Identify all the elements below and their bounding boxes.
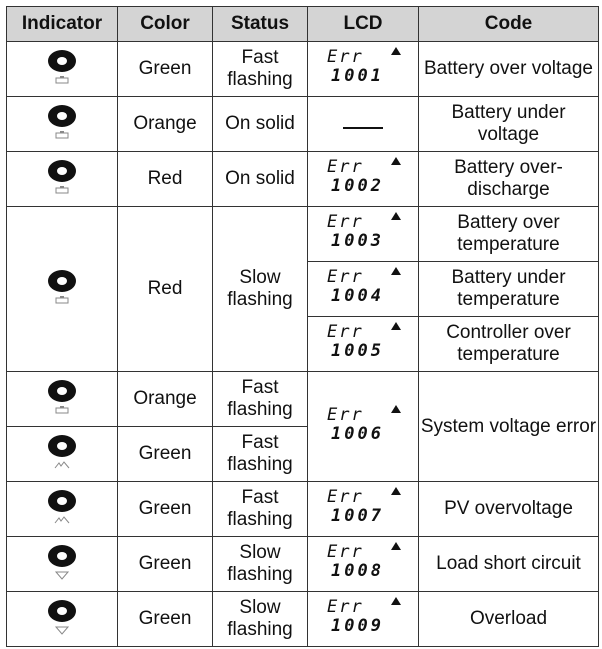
indicator-cell (7, 427, 118, 482)
color-cell: Red (118, 152, 213, 207)
status-cell: On solid (213, 97, 308, 152)
lcd-display (319, 594, 407, 638)
header-status: Status (213, 7, 308, 42)
lcd-cell (308, 317, 419, 372)
status-cell: Slow flashing (213, 592, 308, 647)
lcd-code-text: 1003 (331, 231, 384, 251)
lcd-err-text: Err (327, 267, 364, 287)
lcd-code-text: 1007 (331, 506, 384, 526)
lcd-display (319, 402, 407, 446)
indicator-cell (7, 592, 118, 647)
lcd-code-text: 1008 (331, 561, 384, 581)
code-cell: Battery over temperature (419, 207, 599, 262)
code-cell: Controller over temperature (419, 317, 599, 372)
lcd-cell (308, 262, 419, 317)
code-cell: Battery under temperature (419, 262, 599, 317)
lcd-cell (308, 42, 419, 97)
status-cell: Fast flashing (213, 42, 308, 97)
lcd-cell (308, 482, 419, 537)
lcd-code-text: 1009 (331, 616, 384, 636)
lcd-display (319, 154, 407, 198)
lcd-code-text: 1005 (331, 341, 384, 361)
lcd-display (319, 539, 407, 583)
warning-triangle-icon (391, 542, 401, 550)
lcd-err-text: Err (327, 487, 364, 507)
warning-triangle-icon (391, 47, 401, 55)
indicator-cell (7, 372, 118, 427)
lcd-err-text: Err (327, 47, 364, 67)
warning-triangle-icon (391, 157, 401, 165)
warning-triangle-icon (391, 597, 401, 605)
color-cell: Green (118, 537, 213, 592)
warning-triangle-icon (391, 405, 401, 413)
code-cell: Overload (419, 592, 599, 647)
indicator-cell (7, 207, 118, 372)
lcd-cell (308, 372, 419, 482)
warning-triangle-icon (391, 322, 401, 330)
color-cell: Green (118, 592, 213, 647)
table-row (7, 537, 599, 592)
warning-triangle-icon (391, 267, 401, 275)
lcd-dash (343, 127, 383, 129)
lcd-err-text: Err (327, 322, 364, 342)
lcd-code-text: 1004 (331, 286, 384, 306)
table-row (7, 482, 599, 537)
lcd-cell (308, 207, 419, 262)
lcd-cell (308, 97, 419, 152)
indicator-cell (7, 537, 118, 592)
table-row (7, 97, 599, 152)
lcd-cell (308, 537, 419, 592)
battery-indicator-icon (37, 152, 87, 200)
table-row (7, 152, 599, 207)
lcd-display (319, 319, 407, 363)
status-cell: Fast flashing (213, 427, 308, 482)
color-cell: Green (118, 427, 213, 482)
table-row (7, 592, 599, 647)
code-cell: PV overvoltage (419, 482, 599, 537)
header-lcd: LCD (308, 7, 419, 42)
code-cell: Battery over-discharge (419, 152, 599, 207)
indicator-cell (7, 152, 118, 207)
header-code: Code (419, 7, 599, 42)
lcd-err-text: Err (327, 157, 364, 177)
code-cell: Battery under voltage (419, 97, 599, 152)
code-cell: System voltage error (419, 372, 599, 482)
warning-triangle-icon (391, 487, 401, 495)
pv-indicator-icon (37, 427, 87, 475)
status-cell: Fast flashing (213, 482, 308, 537)
header-color: Color (118, 7, 213, 42)
lcd-code-text: 1006 (331, 423, 384, 444)
table-row (7, 207, 599, 262)
status-cell: Slow flashing (213, 207, 308, 372)
header-row (7, 7, 599, 42)
lcd-code-text: 1001 (331, 66, 384, 86)
status-cell: Fast flashing (213, 372, 308, 427)
table-row (7, 42, 599, 97)
lcd-err-text: Err (327, 597, 364, 617)
lcd-err-text: Err (327, 542, 364, 562)
header-indicator: Indicator (7, 7, 118, 42)
error-code-table (6, 6, 599, 647)
code-cell: Battery over voltage (419, 42, 599, 97)
status-cell: Slow flashing (213, 537, 308, 592)
lcd-display (319, 209, 407, 253)
load-indicator-icon (37, 537, 87, 585)
status-cell: On solid (213, 152, 308, 207)
load-indicator-icon (37, 592, 87, 640)
lcd-cell (308, 592, 419, 647)
lcd-code-text: 1002 (331, 176, 384, 196)
color-cell: Orange (118, 97, 213, 152)
battery-indicator-icon (37, 97, 87, 145)
lcd-display (319, 44, 407, 88)
indicator-cell (7, 482, 118, 537)
battery-indicator-icon (37, 262, 87, 310)
battery-indicator-icon (37, 372, 87, 420)
warning-triangle-icon (391, 212, 401, 220)
pv-indicator-icon (37, 482, 87, 530)
color-cell: Green (118, 482, 213, 537)
lcd-display (319, 264, 407, 308)
table-row (7, 372, 599, 427)
indicator-cell (7, 42, 118, 97)
lcd-err-text: Err (327, 212, 364, 232)
color-cell: Orange (118, 372, 213, 427)
lcd-display (319, 484, 407, 528)
code-cell: Load short circuit (419, 537, 599, 592)
lcd-cell (308, 152, 419, 207)
battery-indicator-icon (37, 42, 87, 90)
lcd-err-text: Err (327, 404, 364, 425)
color-cell: Red (118, 207, 213, 372)
indicator-cell (7, 97, 118, 152)
color-cell: Green (118, 42, 213, 97)
